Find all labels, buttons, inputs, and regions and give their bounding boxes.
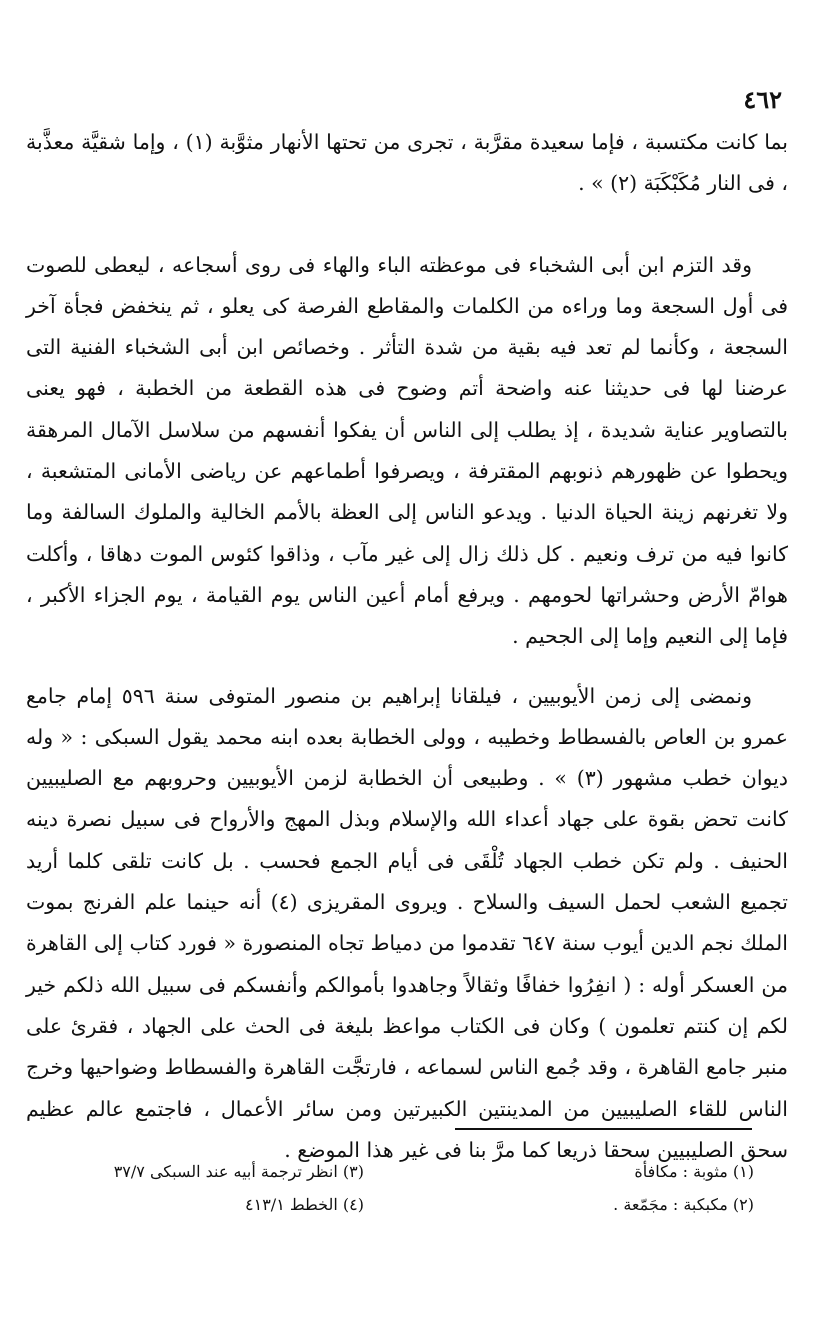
footnotes-right-column [454, 1155, 754, 1221]
footnote-4: (٤) الخطط ٤١٣/١ [245, 1195, 364, 1214]
paragraph-1: بما كانت مكتسبة ، فإما سعيدة مقرَّبة ، تجرى من تحتها الأنهار مثوَّبة (١) ، وإما شقيَّة معذَّبة ، فى النار مُكَبْكَبَة (٢) » . [26, 130, 788, 196]
main-text [26, 122, 788, 1171]
paragraph-3: ونمضى إلى زمن الأيوبيين ، فيلقانا إبراهيم بن منصور المتوفى سنة ٥٩٦ إمام جامع عمرو بن العاص بالفسطاط وخطيبه ، وولى الخطابة بعده ابنه محمد يقول السبكى : « وله ديوان خطب مشهور (٣) » . وطبيعى أن الخطابة لزمن الأيوبيين وحروبهم مع الصليبيين كانت تحض بقوة على جهاد أعداء الله والإسلام وبذل المهج والأرواح فى سبيل نصرة دينه الحنيف . ولم تكن خطب الجهاد تُلْقَى فى أيام الجمع فحسب . بل كانت تلقى كلما أريد تجميع الشعب لحمل السيف والسلاح . ويروى المقريزى (٤) أنه حينما علم الفرنج بموت الملك نجم الدين أيوب سنة ٦٤٧ تقدموا من دمياط تجاه المنصورة « فورد كتاب إلى القاهرة من العسكر أوله : ( انفِرُوا خفافًا وثقالاً وجاهدوا بأموالكم وأنفسكم فى سبيل الله ذلكم خير لكم إن كنتم تعلمون ) وكان فى الكتاب مواعظ بليغة فى الحث على الجهاد ، فقرئ على منبر جامع القاهرة ، وقد جُمع الناس لسماعه ، فارتجَّت القاهرة والفسطاط وضواحيها وخرج الناس للقاء الصليبيين من المدينتين الكبيرتين ومن سائر الأعمال ، فاجتمع عالم عظيم سحق الصليبيين سحقا ذريعا كما مرَّ بنا فى غير هذا الموضع . [26, 683, 788, 1162]
footnote-3: (٣) انظر ترجمة أبيه عند السبكى ٣٧/٧ [113, 1162, 364, 1181]
footnote-divider [455, 1128, 752, 1130]
footnotes [64, 1155, 754, 1221]
footnote-2: (٢) مكبكبة : مجَمّعة . [613, 1195, 754, 1214]
page-number: ٤٦٢ [743, 85, 782, 114]
footnote-1: (١) مثوبة : مكافأة [634, 1162, 754, 1181]
paragraph-2: وقد التزم ابن أبى الشخباء فى موعظته الباء والهاء فى روى أسجاعه ، ليعطى للصوت فى أول السجعة وما وراءه من الكلمات والمقاطع الفرصة كى يعلو ، ثم ينخفض فجأة آخر السجعة ، وكأنما لم تعد فيه بقية من شدة التأثر . وخصائص ابن أبى الشخباء الفنية التى عرضنا لها فى حديثنا عنه واضحة أتم وضوح فى هذه القطعة من الخطبة ، فهو يعنى بالتصاوير عناية شديدة ، إذ يطلب إلى الناس أن يفكوا أنفسهم من سلاسل الآمال المرهقة ويحطوا عن ظهورهم ذنوبهم المقترفة ، ويصرفوا أطماعهم عن رياضى الأمانى المتشعبة ، ولا تغرنهم زينة الحياة الدنيا . ويدعو الناس إلى العظة بالأمم الخالية والملوك السالفة وما كانوا فيه من ترف ونعيم . كل ذلك زال إلى غير مآب ، وذاقوا كئوس الموت دهاقا ، وأكلت هوامّ الأرض وحشراتها لحومهم . ويرفع أمام أعين الناس يوم القيامة ، يوم الجزاء الأكبر ، فإما إلى النعيم وإما إلى الجحيم . [26, 252, 788, 649]
footnotes-left-column [64, 1155, 364, 1221]
